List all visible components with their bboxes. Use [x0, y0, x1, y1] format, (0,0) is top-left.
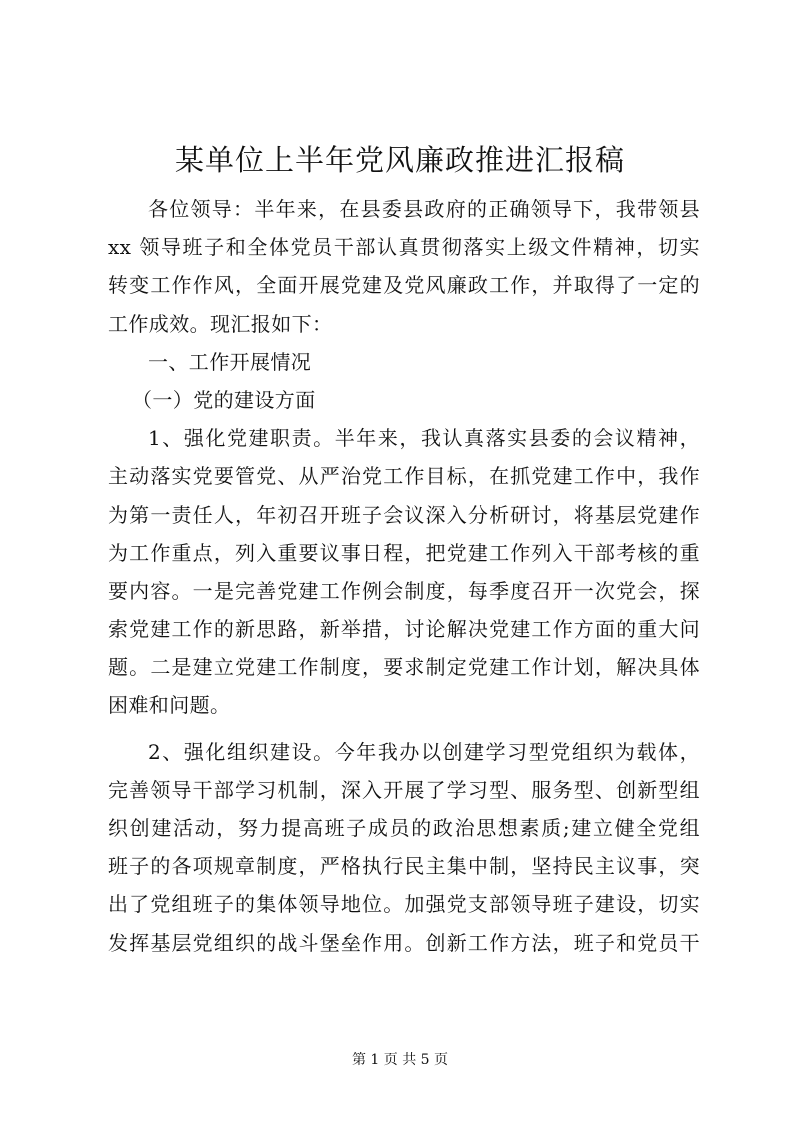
paragraph-line: 班子的各项规章制度，严格执行民主集中制，坚持民主议事，突 — [108, 854, 700, 879]
paragraph-line: 转变工作作风，全面开展党建及党风廉政工作，并取得了一定的 — [108, 273, 700, 298]
paragraph-line: 为工作重点，列入重要议事日程，把党建工作列入干部考核的重 — [108, 540, 700, 565]
paragraph-line: 索党建工作的新思路，新举措，讨论解决党建工作方面的重大问 — [108, 617, 700, 642]
paragraph-party-duty — [108, 419, 700, 725]
section-heading — [108, 343, 700, 381]
paragraph-line: xx 领导班子和全体党员干部认真贯彻落实上级文件精神，切实 — [108, 235, 700, 260]
paragraph-line: 2、强化组织建设。今年我办以创建学习型党组织为载体， — [148, 739, 700, 764]
paragraph-line: 出了党组班子的集体领导地位。加强党支部领导班子建设，切实 — [108, 892, 700, 917]
subsection-heading-text: （一）党的建设方面 — [132, 387, 316, 412]
paragraph-line: 织创建活动，努力提高班子成员的政治思想素质;建立健全党组 — [108, 816, 700, 840]
paragraph-gap — [108, 725, 700, 733]
paragraph-line: 发挥基层党组织的战斗堡垒作用。创新工作方法，班子和党员干 — [108, 930, 700, 955]
paragraph-line: 要内容。一是完善党建工作例会制度，每季度召开一次党会，探 — [108, 578, 700, 603]
paragraph-line: 为第一责任人，年初召开班子会议深入分析研讨，将基层党建作 — [108, 502, 700, 527]
paragraph-line: 完善领导干部学习机制，深入开展了学习型、服务型、创新型组 — [108, 777, 700, 802]
paragraph-opening — [108, 190, 700, 343]
paragraph-line: 主动落实党要管党、从严治党工作目标，在抓党建工作中，我作 — [108, 464, 700, 489]
paragraph-organization — [108, 733, 700, 962]
section-heading-text: 一、工作开展情况 — [148, 349, 312, 374]
paragraph-line: 各位领导：半年来，在县委县政府的正确领导下，我带领县 — [148, 197, 700, 221]
page-footer: 第 1 页 共 5 页 — [351, 1052, 449, 1068]
paragraph-line: 困难和问题。 — [108, 693, 231, 718]
paragraph-line: 题。二是建立党建工作制度，要求制定党建工作计划，解决具体 — [108, 655, 700, 680]
paragraph-line: 工作成效。现汇报如下： — [108, 311, 333, 336]
document-body — [108, 190, 700, 962]
subsection-heading — [108, 381, 700, 419]
paragraph-line: 1、强化党建职责。半年来，我认真落实县委的会议精神， — [148, 426, 700, 451]
document-title: 某单位上半年党风廉政推进汇报稿 — [174, 143, 625, 177]
